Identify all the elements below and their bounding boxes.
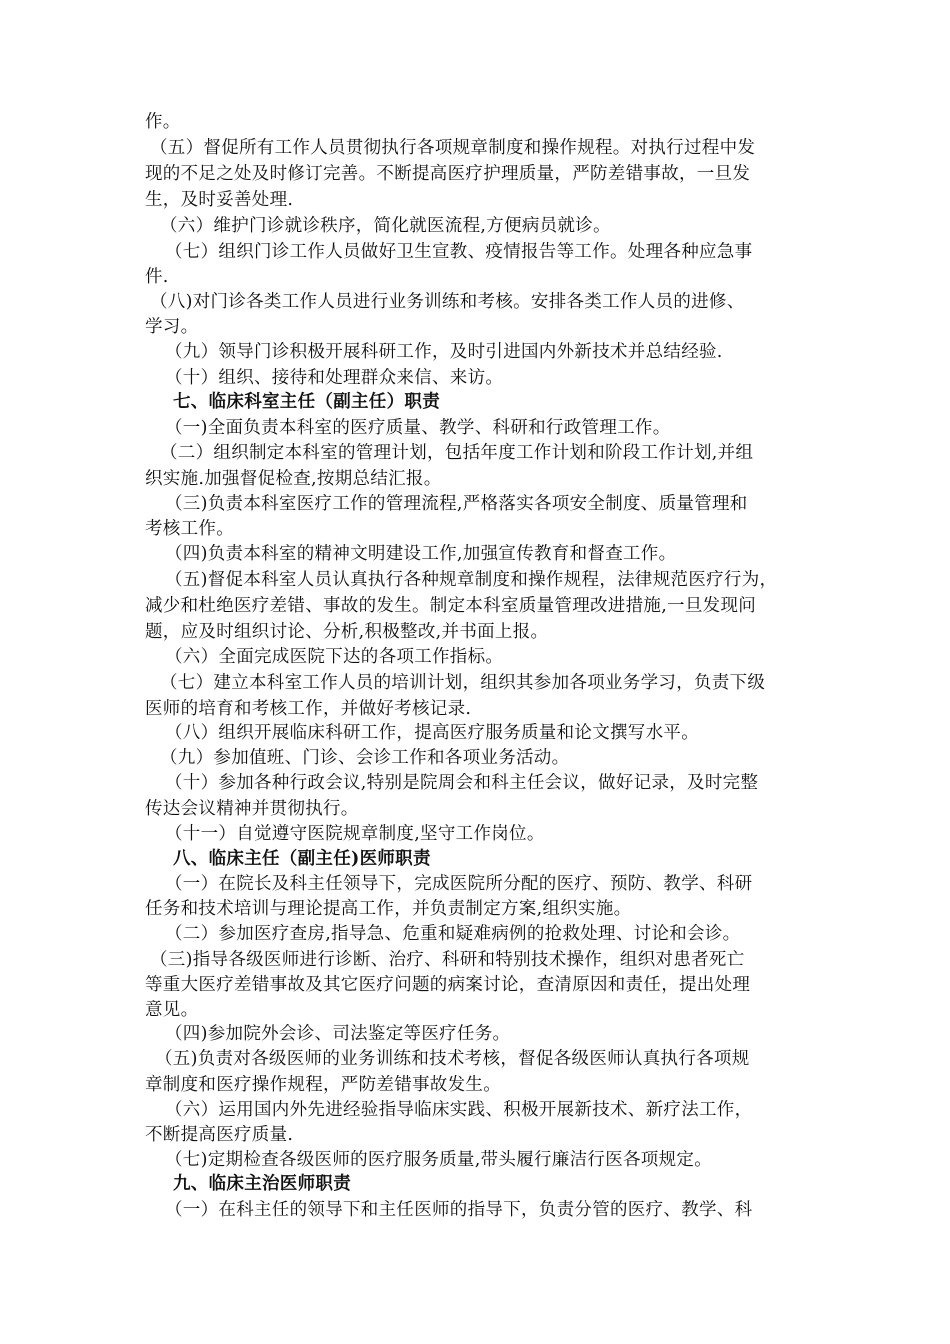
section-heading: 八、临床主任（副主任)医师职责 (173, 849, 431, 869)
text-line: （四)参加院外会诊、司法鉴定等医疗任务。 (165, 1024, 511, 1044)
text-line: （三)负责本科室医疗工作的管理流程,严格落实各项安全制度、质量管理和 (165, 494, 748, 514)
text-line: （五)督促本科室人员认真执行各种规章制度和操作规程，法律规范医疗行为， (165, 570, 778, 590)
text-line: 章制度和医疗操作规程，严防差错事故发生。 (145, 1075, 501, 1095)
text-line: 不断提高医疗质量. (145, 1125, 294, 1145)
text-line: （十一）自觉遵守医院规章制度,坚守工作岗位。 (165, 824, 545, 844)
text-line: （七）建立本科室工作人员的培训计划，组织其参加各项业务学习，负责下级 (160, 673, 766, 693)
text-line: 织实施.加强督促检查,按期总结汇报。 (145, 469, 442, 489)
text-line: （六）维护门诊就诊秩序，简化就医流程,方便病员就诊。 (160, 216, 611, 236)
text-line: 学习。 (145, 317, 199, 337)
text-line: （六）全面完成医院下达的各项工作指标。 (165, 647, 504, 667)
text-line: （一）在科主任的领导下和主任医师的指导下，负责分管的医疗、教学、科 (165, 1200, 753, 1220)
text-line: （四)负责本科室的精神文明建设工作,加强宣传教育和督查工作。 (165, 544, 677, 564)
text-line: （五）督促所有工作人员贯彻执行各项规章制度和操作规程。对执行过程中发 (150, 138, 756, 158)
text-line: 等重大医疗差错事故及其它医疗问题的病案讨论，查清原因和责任，提出处理 (145, 975, 751, 995)
text-line: （一)全面负责本科室的医疗质量、教学、科研和行政管理工作。 (165, 418, 671, 438)
text-line: 题，应及时组织讨论、分析,积极整改,并书面上报。 (145, 622, 549, 642)
text-line: 作。 (145, 112, 181, 132)
text-line: （九）领导门诊积极开展科研工作，及时引进国内外新技术并总结经验. (165, 342, 723, 362)
text-line: （七）组织门诊工作人员做好卫生宣教、疫情报告等工作。处理各种应急事 (165, 242, 753, 262)
text-line: （三)指导各级医师进行诊断、治疗、科研和特别技术操作，组织对患者死亡 (150, 950, 745, 970)
text-line: 考核工作。 (145, 519, 234, 539)
text-line: （二）组织制定本科室的管理计划，包括年度工作计划和阶段工作计划,并组 (160, 443, 754, 463)
text-line: （六）运用国内外先进经验指导临床实践、积极开展新技术、新疗法工作， (165, 1100, 753, 1120)
text-line: （五)负责对各级医师的业务训练和技术考核，督促各级医师认真执行各项规 (155, 1049, 750, 1069)
text-line: 减少和杜绝医疗差错、事故的发生。制定本科室质量管理改进措施,一旦发现问 (145, 596, 757, 616)
text-line: 现的不足之处及时修订完善。不断提高医疗护理质量，严防差错事故，一旦发 (145, 164, 751, 184)
text-line: （二）参加医疗查房,指导急、危重和疑难病例的抢救处理、讨论和会诊。 (165, 924, 741, 944)
section-heading: 七、临床科室主任（副主任）职责 (173, 392, 440, 412)
text-line: 生，及时妥善处理. (145, 190, 294, 210)
text-line: （十）参加各种行政会议,特别是院周会和科主任会议，做好记录，及时完整 (165, 773, 759, 793)
text-line: 意见。 (145, 1000, 199, 1020)
text-line: （九）参加值班、门诊、会诊工作和各项业务活动。 (160, 748, 570, 768)
text-line: （一）在院长及科主任领导下，完成医院所分配的医疗、预防、教学、科研 (165, 874, 753, 894)
text-line: （十）组织、接待和处理群众来信、来访。 (165, 368, 504, 388)
text-line: 医师的培育和考核工作，并做好考核记录. (145, 699, 472, 719)
text-line: （八）组织开展临床科研工作，提高医疗服务质量和论文撰写水平。 (165, 723, 699, 743)
text-line: 传达会议精神并贯彻执行。 (145, 799, 359, 819)
text-line: （八)对门诊各类工作人员进行业务训练和考核。安排各类工作人员的进修、 (150, 292, 745, 312)
text-line: （七)定期检查各级医师的医疗服务质量,带头履行廉洁行医各项规定。 (165, 1150, 712, 1170)
section-heading: 九、临床主治医师职责 (173, 1174, 351, 1194)
text-line: 任务和技术培训与理论提高工作，并负责制定方案,组织实施。 (145, 899, 632, 919)
text-line: 件. (145, 267, 169, 287)
